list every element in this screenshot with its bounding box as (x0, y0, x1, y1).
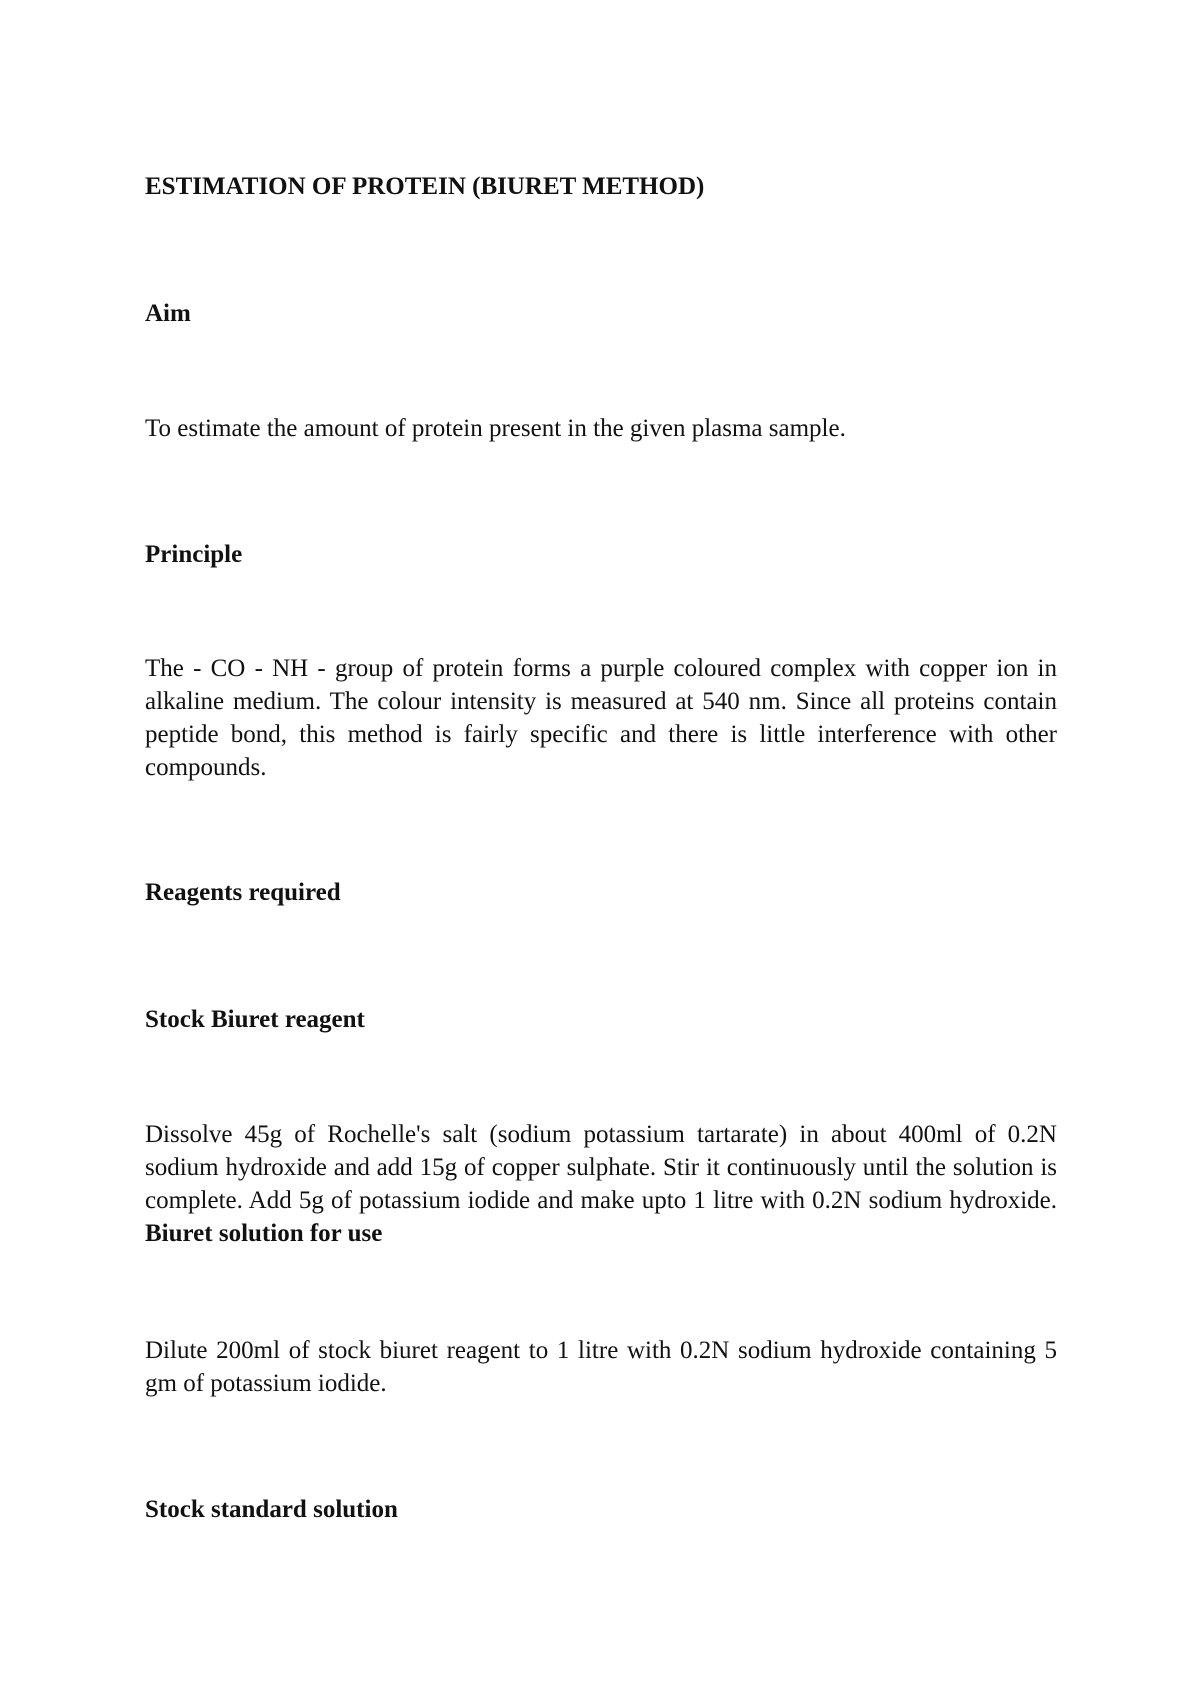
reagents-heading: Reagents required (145, 879, 341, 906)
stock-biuret-text: Dissolve 45g of Rochelle's salt (sodium potassium tartarate) in about 400ml of 0.2N sodium hydroxide and add 15g of copper sulphate. Stir it continuously until the solution is complete. Add 5g of potassium iodide and make upto 1 litre with 0.2N sodium hydroxide. (145, 1121, 1057, 1214)
aim-text: To estimate the amount of protein present in the given plasma sample. (145, 415, 846, 442)
principle-text: The - CO - NH - group of protein forms a purple coloured complex with copper ion in alkaline medium. The colour intensity is measured at 540 nm. Since all proteins contain peptide bond, this method is fairly specific and there is little interference with other compounds. (145, 655, 1057, 781)
stock-biuret-heading: Stock Biuret reagent (145, 1006, 365, 1033)
stock-biuret-paragraph (145, 1118, 1057, 1250)
biuret-for-use-text: Dilute 200ml of stock biuret reagent to 1 litre with 0.2N sodium hydroxide containing 5 gm of potassium iodide. (145, 1337, 1057, 1397)
stock-standard-heading: Stock standard solution (145, 1496, 398, 1523)
principle-heading: Principle (145, 541, 243, 568)
aim-heading: Aim (145, 300, 191, 327)
document-title: ESTIMATION OF PROTEIN (BIURET METHOD) (145, 173, 705, 200)
biuret-for-use-heading: Biuret solution for use (145, 1220, 383, 1247)
